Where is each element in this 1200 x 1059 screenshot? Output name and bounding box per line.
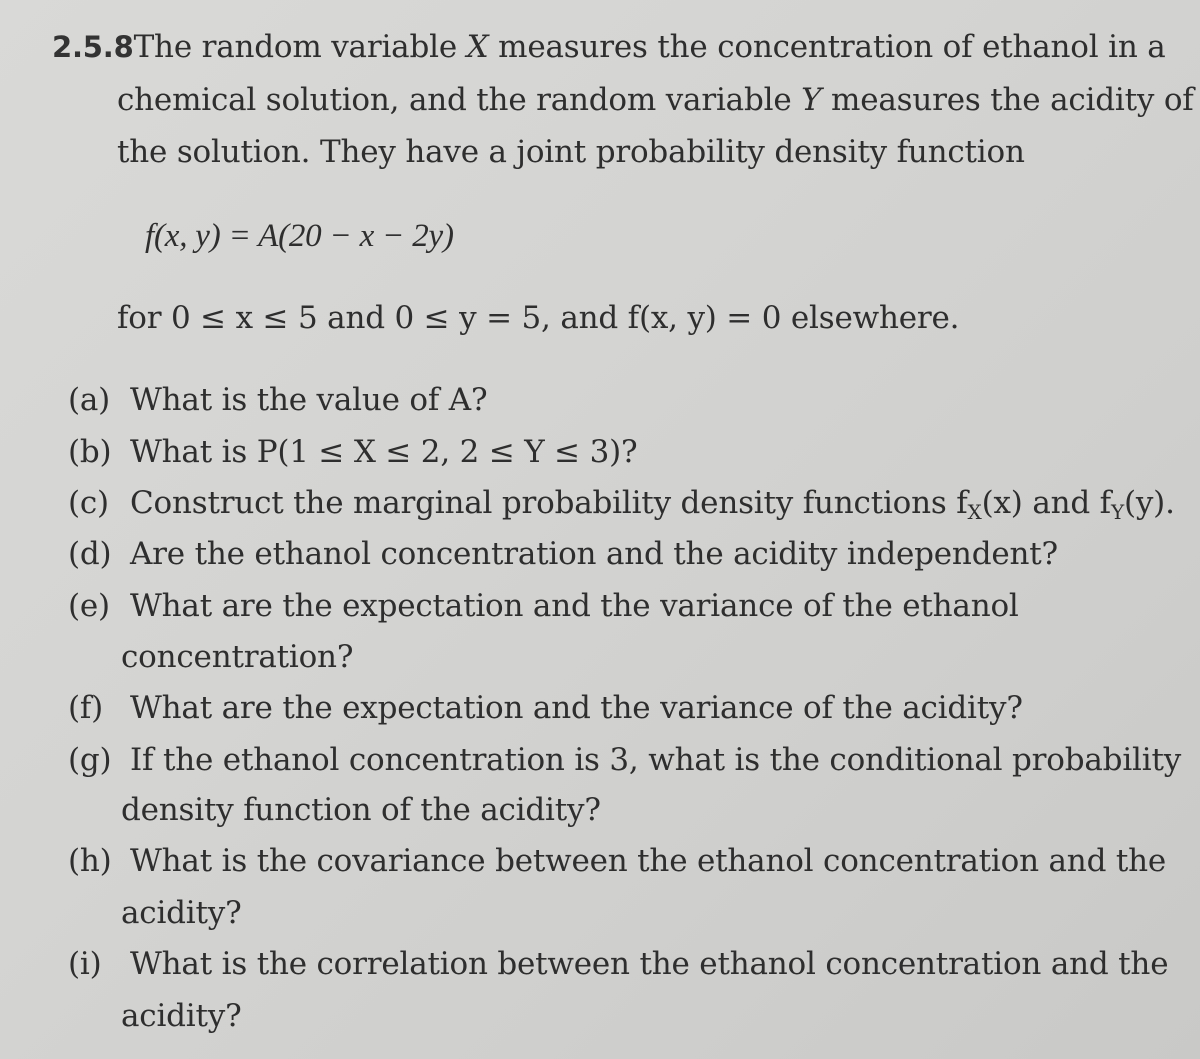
problem-line-1 [52,27,1166,67]
part-label: (a) [68,382,111,418]
part-label: (b) [68,434,112,470]
part-d [68,534,1058,574]
problem-text-2b: measures the acidity of [821,82,1194,118]
part-label: (c) [68,485,109,521]
problem-text-2a: chemical solution, and the random variable [117,82,802,118]
subscript-x: X [967,500,982,524]
part-text: If the ethanol concentration is 3, what is the conditional probability [130,742,1182,778]
part-text: Are the ethanol concentration and the acidity independent? [130,536,1058,572]
part-h [68,841,1166,881]
part-label: (d) [68,536,112,572]
part-b [68,432,637,472]
part-label: (f) [68,690,104,726]
problem-line-2 [117,80,1194,120]
problem-number: 2.5.8 [52,30,134,64]
part-label: (i) [68,946,102,982]
part-text: What is P(1 ≤ X ≤ 2, 2 ≤ Y ≤ 3)? [130,434,638,470]
part-g-continuation: density function of the acidity? [121,792,601,828]
part-text: What are the expectation and the variance of the ethanol [130,588,1019,624]
part-label: (g) [68,742,112,778]
part-e-continuation: concentration? [121,639,354,675]
subscript-y: Y [1110,500,1124,524]
domain-statement: for 0 ≤ x ≤ 5 and 0 ≤ y = 5, and f(x, y) = 0 elsewhere. [117,300,960,336]
part-h-continuation: acidity? [121,895,242,931]
variable-y: Y [801,82,822,118]
part-label: (h) [68,843,112,879]
part-text-mid: (x) and f [981,485,1111,521]
part-c [68,483,1175,532]
part-text-end: (y). [1123,485,1175,521]
part-e [68,586,1019,626]
pdf-formula: f(x, y) = A(20 − x − 2y) [145,218,454,254]
variable-x: X [466,29,489,65]
problem-text-1a: The random variable [133,29,467,65]
part-text: What is the value of A? [130,382,488,418]
part-g [68,740,1181,780]
problem-text-1b: measures the concentration of ethanol in a [488,29,1166,65]
part-label: (e) [68,588,110,624]
part-i-continuation: acidity? [121,998,242,1034]
part-text: What is the correlation between the ethanol concentration and the [130,946,1169,982]
part-i [68,944,1168,984]
part-a [68,380,487,420]
part-text: What are the expectation and the variance of the acidity? [130,690,1023,726]
part-text: Construct the marginal probability density functions f [130,485,968,521]
problem-text-3: the solution. They have a joint probability density function [117,134,1025,170]
part-f [68,688,1023,728]
part-text: What is the covariance between the ethanol concentration and the [130,843,1167,879]
problem-line-3 [117,132,1025,172]
